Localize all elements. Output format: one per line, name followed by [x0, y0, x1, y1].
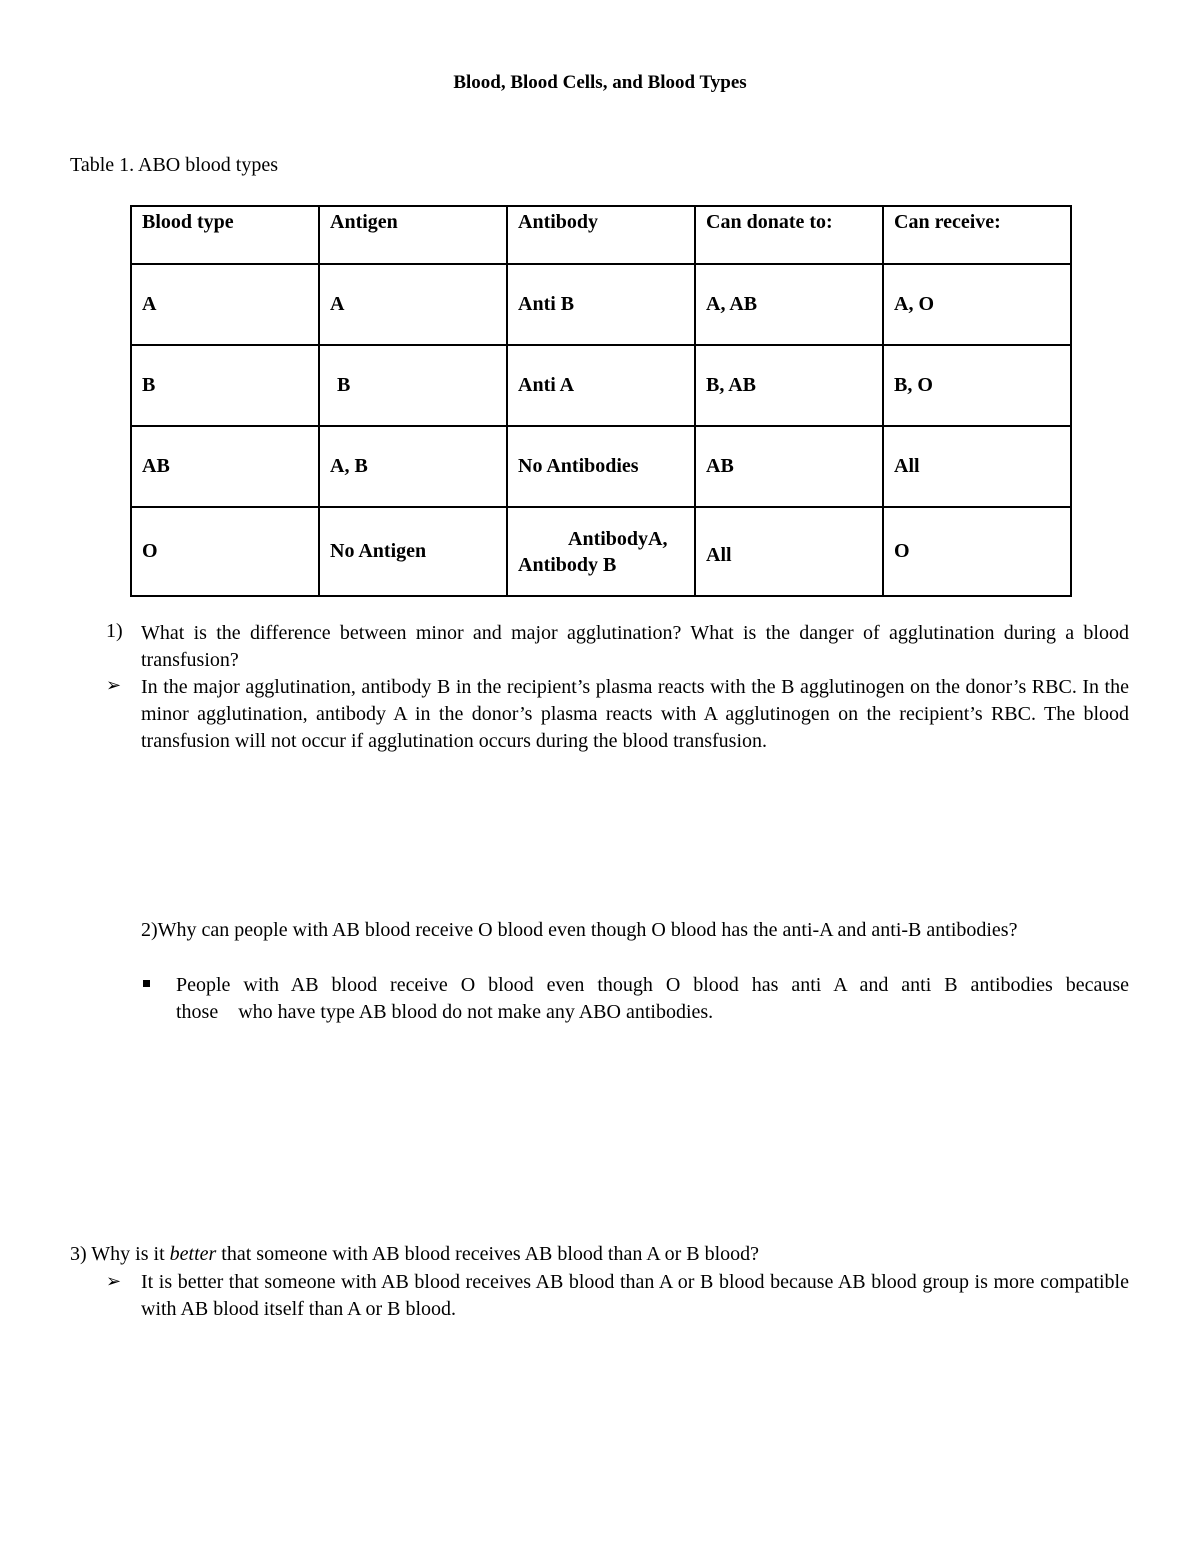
q2-answer-line-2: those who have type AB blood do not make any ABO antibodies.: [176, 1001, 714, 1023]
table-caption: Table 1. ABO blood types: [70, 154, 279, 176]
table-cell: B: [319, 345, 507, 426]
header-antibody: Antibody: [507, 206, 695, 264]
table-cell: A: [319, 264, 507, 345]
table-row: [131, 507, 1071, 596]
header-can-donate: Can donate to:: [695, 206, 883, 264]
header-blood-type: Blood type: [131, 206, 319, 264]
antibody-line-2: Antibody B: [518, 553, 617, 576]
table-cell: B, O: [883, 345, 1071, 426]
table-cell: AB: [695, 426, 883, 507]
q3-question-post: that someone with AB blood receives AB blood than A or B blood?: [216, 1243, 760, 1265]
header-can-receive: Can receive:: [883, 206, 1071, 264]
q1-number: 1): [106, 620, 123, 642]
table-cell: A, O: [883, 264, 1071, 345]
table-cell: A, AB: [695, 264, 883, 345]
table-row: [131, 426, 1071, 507]
q1-answer: In the major agglutination, antibody B in the recipient’s plasma reacts with the B agglutinogen on the donor’s RBC. In the minor agglutination, antibody A in the donor’s plasma reacts with A agglutinogen on the recipient’s RBC. The blood transfusion will not occur if agglutination occurs during the blood transfusion.: [141, 676, 1129, 752]
abo-blood-types-table: [130, 205, 1072, 597]
q3-question-pre: 3) Why is it: [70, 1243, 170, 1265]
table-cell: Anti B: [507, 264, 695, 345]
q1-question: What is the difference between minor and major agglutination? What is the danger of agglutination during a blood transfusion?: [141, 622, 1129, 671]
table-cell: No Antigen: [319, 507, 507, 596]
table-cell: O: [883, 507, 1071, 596]
table-row: [131, 345, 1071, 426]
document-title: Blood, Blood Cells, and Blood Types: [453, 72, 747, 93]
arrow-bullet-icon: ➢: [106, 1271, 122, 1291]
table-cell: B, AB: [695, 345, 883, 426]
table-cell: AB: [131, 426, 319, 507]
table-cell: No Antibodies: [507, 426, 695, 507]
q3-answer: It is better that someone with AB blood receives AB blood than A or B blood because AB blood group is more compatible with AB blood itself than A or B blood.: [141, 1271, 1129, 1320]
table-header-row: [131, 206, 1071, 264]
q3-question-emphasis: better: [169, 1243, 217, 1265]
table-cell: A, B: [319, 426, 507, 507]
q2-question: 2)Why can people with AB blood receive O blood even though O blood has the anti-A and anti-B antibodies?: [141, 919, 1018, 941]
table-row: [131, 264, 1071, 345]
table-cell: Anti A: [507, 345, 695, 426]
header-antigen: Antigen: [319, 206, 507, 264]
table-cell: A: [131, 264, 319, 345]
q3-question: [70, 1241, 1130, 1268]
arrow-bullet-icon: ➢: [106, 675, 122, 695]
antibody-line-1: AntibodyA,: [568, 527, 668, 550]
square-bullet-icon: [143, 980, 150, 987]
q2-answer-line-1: People with AB blood receive O blood even though O blood has anti A and anti B antibodies because: [176, 974, 1129, 996]
table-cell: All: [695, 507, 883, 596]
table-cell: All: [883, 426, 1071, 507]
table-cell: O: [131, 507, 319, 596]
table-cell-two-line: [507, 507, 695, 596]
table-cell: B: [131, 345, 319, 426]
